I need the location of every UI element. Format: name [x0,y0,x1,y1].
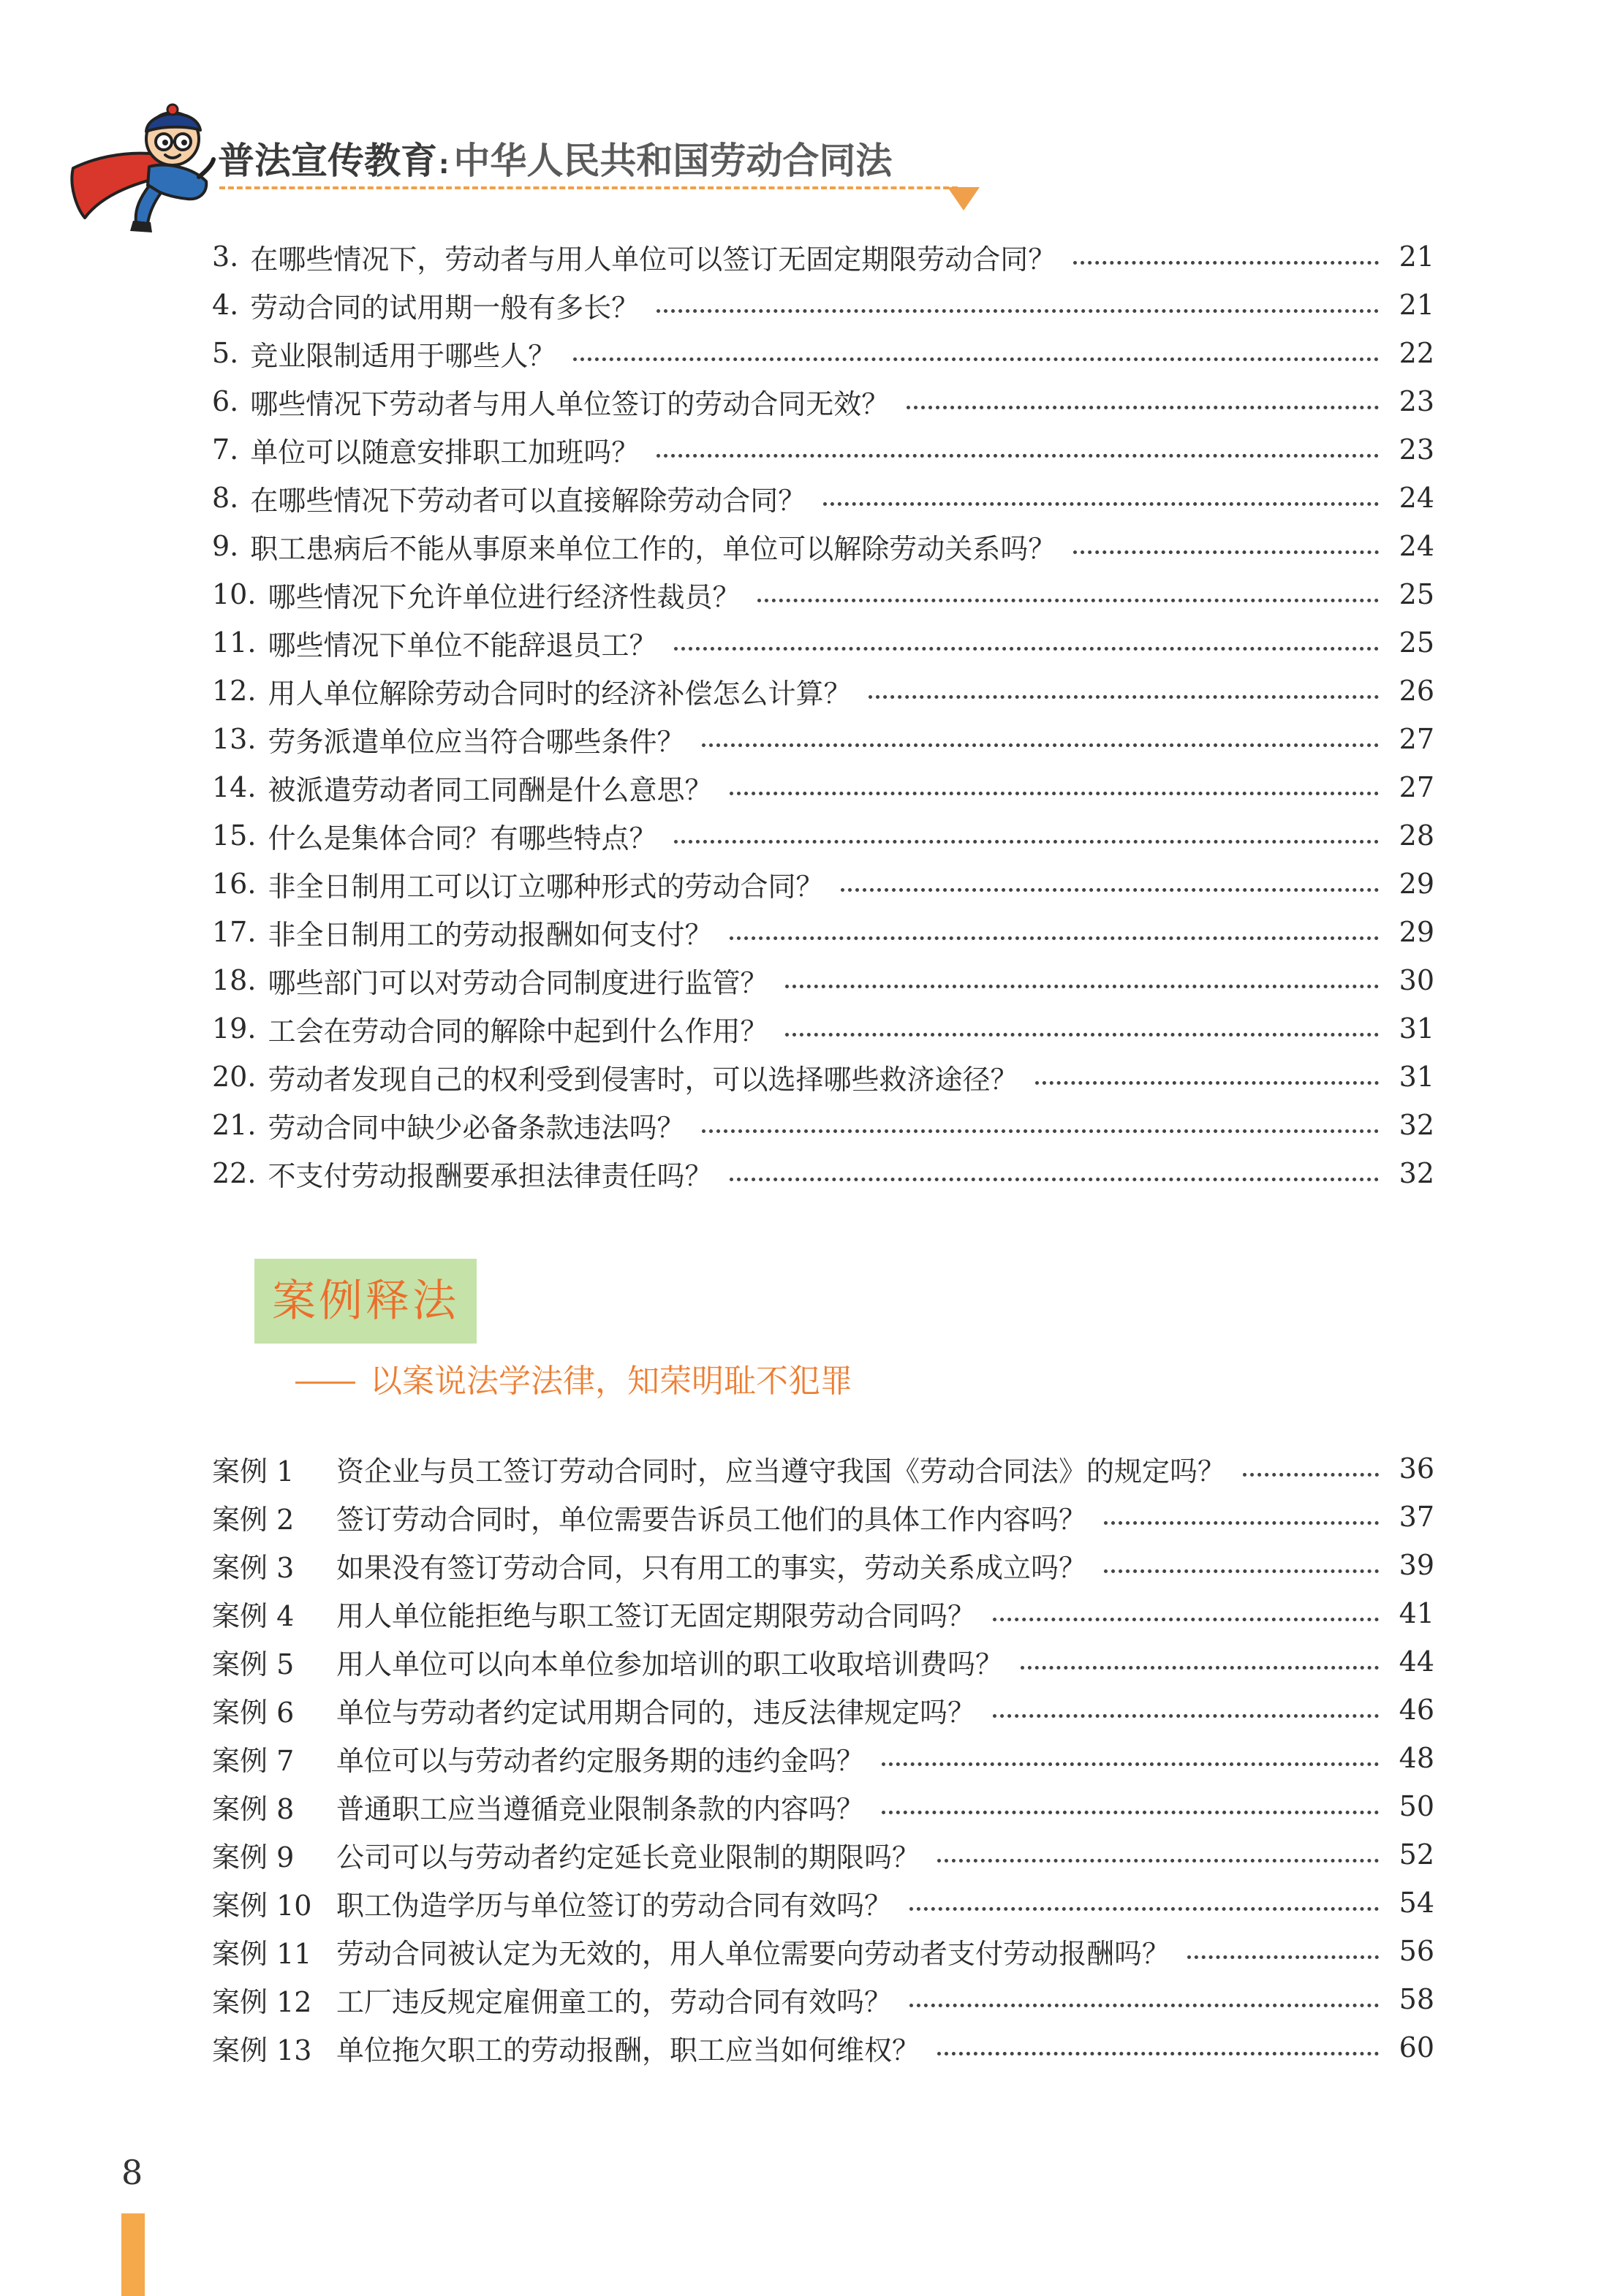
toc-leader-dots [882,1762,1379,1766]
case-row[interactable] [212,1830,1434,1879]
toc-title: 劳动合同的试用期一般有多长？ [250,291,640,324]
toc-page-number: 22 [1399,337,1434,369]
case-number: 案例 9 [212,1841,295,1873]
header-title-main: 普法宣传教育 [218,140,437,182]
toc-page-number: 24 [1399,530,1434,562]
case-row[interactable] [212,1493,1434,1541]
toc-page-number: 27 [1399,723,1434,755]
toc-row[interactable] [212,618,1434,667]
case-title: 普通职工应当遵循竞业限制条款的内容吗？ [336,1792,865,1825]
toc-leader-dots [702,1129,1379,1133]
toc-page-number: 29 [1399,916,1434,948]
section-title: 案例释法 [272,1276,459,1327]
toc-number: 20. [212,1061,257,1093]
toc-number: 19. [212,1012,257,1045]
toc-title: 单位可以随意安排职工加班吗？ [250,436,640,469]
toc-page-number: 52 [1399,1838,1434,1871]
toc-leader-dots [573,357,1379,361]
toc-title: 劳动者发现自己的权利受到侵害时，可以选择哪些救济途径？ [268,1063,1018,1096]
toc-row[interactable] [212,1149,1434,1197]
toc-row[interactable] [212,1053,1434,1101]
toc-leader-dots [937,1859,1379,1863]
toc-page-number: 32 [1399,1157,1434,1189]
toc-leader-dots [730,1178,1379,1181]
case-number: 案例 11 [212,1937,312,1970]
toc-row[interactable] [212,1101,1434,1149]
case-title: 职工伪造学历与单位签订的劳动合同有效吗？ [336,1889,893,1922]
case-title: 单位拖欠职工的劳动报酬，职工应当如何维权？ [336,2034,920,2066]
toc-title: 在哪些情况下劳动者可以直接解除劳动合同？ [250,484,806,517]
toc-page-number: 46 [1399,1694,1434,1726]
toc-leader-dots [907,406,1379,409]
toc-number: 16. [212,868,257,900]
toc-page-number: 29 [1399,868,1434,900]
case-list [212,1444,1434,2072]
toc-page-number: 31 [1399,1012,1434,1045]
toc-number: 15. [212,819,257,852]
toc-page-number: 48 [1399,1742,1434,1774]
toc-number: 6. [212,385,239,417]
toc-leader-dots [869,695,1379,699]
toc-number: 17. [212,916,257,948]
toc-title: 工会在劳动合同的解除中起到什么作用？ [268,1015,768,1047]
toc-row[interactable] [212,956,1434,1004]
toc-row[interactable] [212,425,1434,474]
toc-title: 劳务派遣单位应当符合哪些条件？ [268,725,685,758]
toc-page-number: 41 [1399,1597,1434,1629]
toc-row[interactable] [212,232,1434,281]
toc-row[interactable] [212,667,1434,715]
toc-row[interactable] [212,811,1434,860]
toc-row[interactable] [212,763,1434,811]
case-number: 案例 5 [212,1648,295,1681]
toc-leader-dots [841,888,1379,892]
footer-accent-bar [121,2213,145,2296]
toc-title: 被派遣劳动者同工同酬是什么意思？ [268,773,713,806]
case-title: 工厂违反规定雇佣童工的，劳动合同有效吗？ [336,1985,893,2018]
case-title: 用人单位能拒绝与职工签订无固定期限劳动合同吗？ [336,1599,976,1632]
toc-number: 11. [212,626,257,659]
case-title: 用人单位可以向本单位参加培训的职工收取培训费吗？ [336,1648,1004,1681]
toc-leader-dots [993,1618,1379,1621]
toc-title: 哪些情况下劳动者与用人单位签订的劳动合同无效？ [250,387,890,420]
toc-title: 哪些情况下允许单位进行经济性裁员？ [268,580,741,613]
page-number: 8 [121,2153,143,2192]
case-row[interactable] [212,1589,1434,1637]
case-row[interactable] [212,1444,1434,1493]
toc-number: 21. [212,1109,257,1141]
case-title: 单位可以与劳动者约定服务期的违约金吗？ [336,1744,865,1777]
toc-leader-dots [1073,261,1379,265]
toc-title: 用人单位解除劳动合同时的经济补偿怎么计算？ [268,677,852,710]
case-number: 案例 1 [212,1455,295,1488]
case-title: 公司可以与劳动者约定延长竞业限制的期限吗？ [336,1841,920,1873]
toc-row[interactable] [212,908,1434,956]
case-title: 单位与劳动者约定试用期合同的，违反法律规定吗？ [336,1696,976,1729]
toc-page-number: 58 [1399,1983,1434,2015]
case-row[interactable] [212,1637,1434,1686]
toc-leader-dots [674,840,1379,844]
toc-leader-dots [823,502,1379,506]
toc-page-number: 27 [1399,771,1434,803]
toc-number: 9. [212,530,239,562]
toc-title: 什么是集体合同？有哪些特点？ [268,822,657,855]
toc-page-number: 54 [1399,1887,1434,1919]
toc-row[interactable] [212,1004,1434,1053]
toc-page-number: 39 [1399,1549,1434,1581]
section-title-box [254,1259,477,1344]
case-row[interactable] [212,1734,1434,1782]
subtitle-dash [295,1382,355,1384]
toc-number: 4. [212,289,239,321]
case-row[interactable] [212,1541,1434,1589]
case-number: 案例 12 [212,1985,312,2018]
case-row[interactable] [212,1879,1434,1927]
case-number: 案例 4 [212,1599,295,1632]
toc-page-number: 36 [1399,1452,1434,1485]
toc-number: 12. [212,675,257,707]
toc-row[interactable] [212,715,1434,763]
toc-leader-dots [702,743,1379,747]
toc-leader-dots [657,454,1379,458]
toc-row[interactable] [212,522,1434,570]
toc-title: 非全日制用工的劳动报酬如何支付？ [268,918,713,951]
toc-leader-dots [882,1811,1379,1814]
toc-number: 14. [212,771,257,803]
section-subtitle: 以案说法学法律，知荣明耻不犯罪 [370,1363,852,1400]
case-number: 案例 7 [212,1744,295,1777]
toc-leader-dots [785,985,1379,988]
toc-page-number: 23 [1399,385,1434,417]
case-row[interactable] [212,1782,1434,1830]
toc-page-number: 25 [1399,578,1434,610]
question-list [212,232,1434,1197]
toc-page-number: 25 [1399,626,1434,659]
toc-page-number: 31 [1399,1061,1434,1093]
toc-page-number: 32 [1399,1109,1434,1141]
toc-page-number: 30 [1399,964,1434,996]
toc-page-number: 28 [1399,819,1434,852]
toc-page-number: 37 [1399,1501,1434,1533]
case-row[interactable] [212,1686,1434,1734]
toc-leader-dots [1187,1955,1379,1959]
case-row[interactable] [212,1975,1434,2023]
toc-page-number: 56 [1399,1935,1434,1967]
toc-number: 8. [212,482,239,514]
toc-page-number: 44 [1399,1645,1434,1678]
case-number: 案例 10 [212,1889,312,1922]
header-title [218,130,892,192]
toc-leader-dots [757,599,1379,602]
toc-leader-dots [1104,1569,1379,1573]
toc-title: 哪些部门可以对劳动合同制度进行监管？ [268,966,768,999]
header-title-sub: 中华人民共和国劳动合同法 [453,140,893,182]
toc-row[interactable] [212,377,1434,425]
case-title: 签订劳动合同时，单位需要告诉员工他们的具体工作内容吗？ [336,1503,1087,1536]
toc-number: 3. [212,240,239,273]
toc-leader-dots [993,1714,1379,1718]
toc-number: 5. [212,337,239,369]
toc-row[interactable] [212,860,1434,908]
case-number: 案例 3 [212,1551,295,1584]
case-number: 案例 2 [212,1503,295,1536]
header-separator: : [439,150,450,180]
toc-leader-dots [909,2004,1379,2007]
toc-leader-dots [1073,550,1379,554]
toc-page-number: 26 [1399,675,1434,707]
toc-title: 劳动合同中缺少必备条款违法吗？ [268,1111,685,1144]
toc-title: 不支付劳动报酬要承担法律责任吗？ [268,1159,713,1192]
case-title: 资企业与员工签订劳动合同时，应当遵守我国《劳动合同法》的规定吗？ [336,1455,1226,1488]
case-number: 案例 8 [212,1792,295,1825]
toc-row[interactable] [212,281,1434,329]
toc-number: 22. [212,1157,257,1189]
triangle-marker-icon [946,186,981,212]
toc-leader-dots [1035,1081,1379,1085]
toc-leader-dots [657,309,1379,313]
case-number: 案例 6 [212,1696,295,1729]
toc-title: 非全日制用工可以订立哪种形式的劳动合同？ [268,870,824,903]
toc-page-number: 21 [1399,240,1434,273]
case-title: 劳动合同被认定为无效的，用人单位需要向劳动者支付劳动报酬吗？ [336,1937,1170,1970]
case-row[interactable] [212,2023,1434,2072]
toc-leader-dots [730,936,1379,940]
toc-page-number: 21 [1399,289,1434,321]
case-row[interactable] [212,1927,1434,1975]
toc-page-number: 50 [1399,1790,1434,1822]
toc-page-number: 24 [1399,482,1434,514]
toc-row[interactable] [212,329,1434,377]
toc-number: 13. [212,723,257,755]
toc-leader-dots [785,1033,1379,1037]
case-title: 如果没有签订劳动合同，只有用工的事实，劳动关系成立吗？ [336,1551,1087,1584]
toc-leader-dots [1243,1473,1379,1477]
toc-leader-dots [674,647,1379,651]
toc-row[interactable] [212,570,1434,618]
toc-number: 18. [212,964,257,996]
superhero-mascot-icon [63,99,216,238]
case-number: 案例 13 [212,2034,312,2066]
toc-leader-dots [1104,1521,1379,1525]
toc-number: 7. [212,433,239,466]
toc-leader-dots [909,1907,1379,1911]
header-dashed-divider [219,186,958,189]
toc-title: 竞业限制适用于哪些人？ [250,339,556,372]
toc-title: 在哪些情况下，劳动者与用人单位可以签订无固定期限劳动合同？ [250,243,1056,276]
toc-leader-dots [730,792,1379,795]
toc-leader-dots [1021,1666,1379,1670]
toc-title: 职工患病后不能从事原来单位工作的，单位可以解除劳动关系吗？ [250,532,1056,565]
toc-leader-dots [937,2052,1379,2056]
toc-number: 10. [212,578,257,610]
toc-title: 哪些情况下单位不能辞退员工？ [268,629,657,662]
toc-page-number: 60 [1399,2031,1434,2064]
toc-page-number: 23 [1399,433,1434,466]
toc-row[interactable] [212,474,1434,522]
